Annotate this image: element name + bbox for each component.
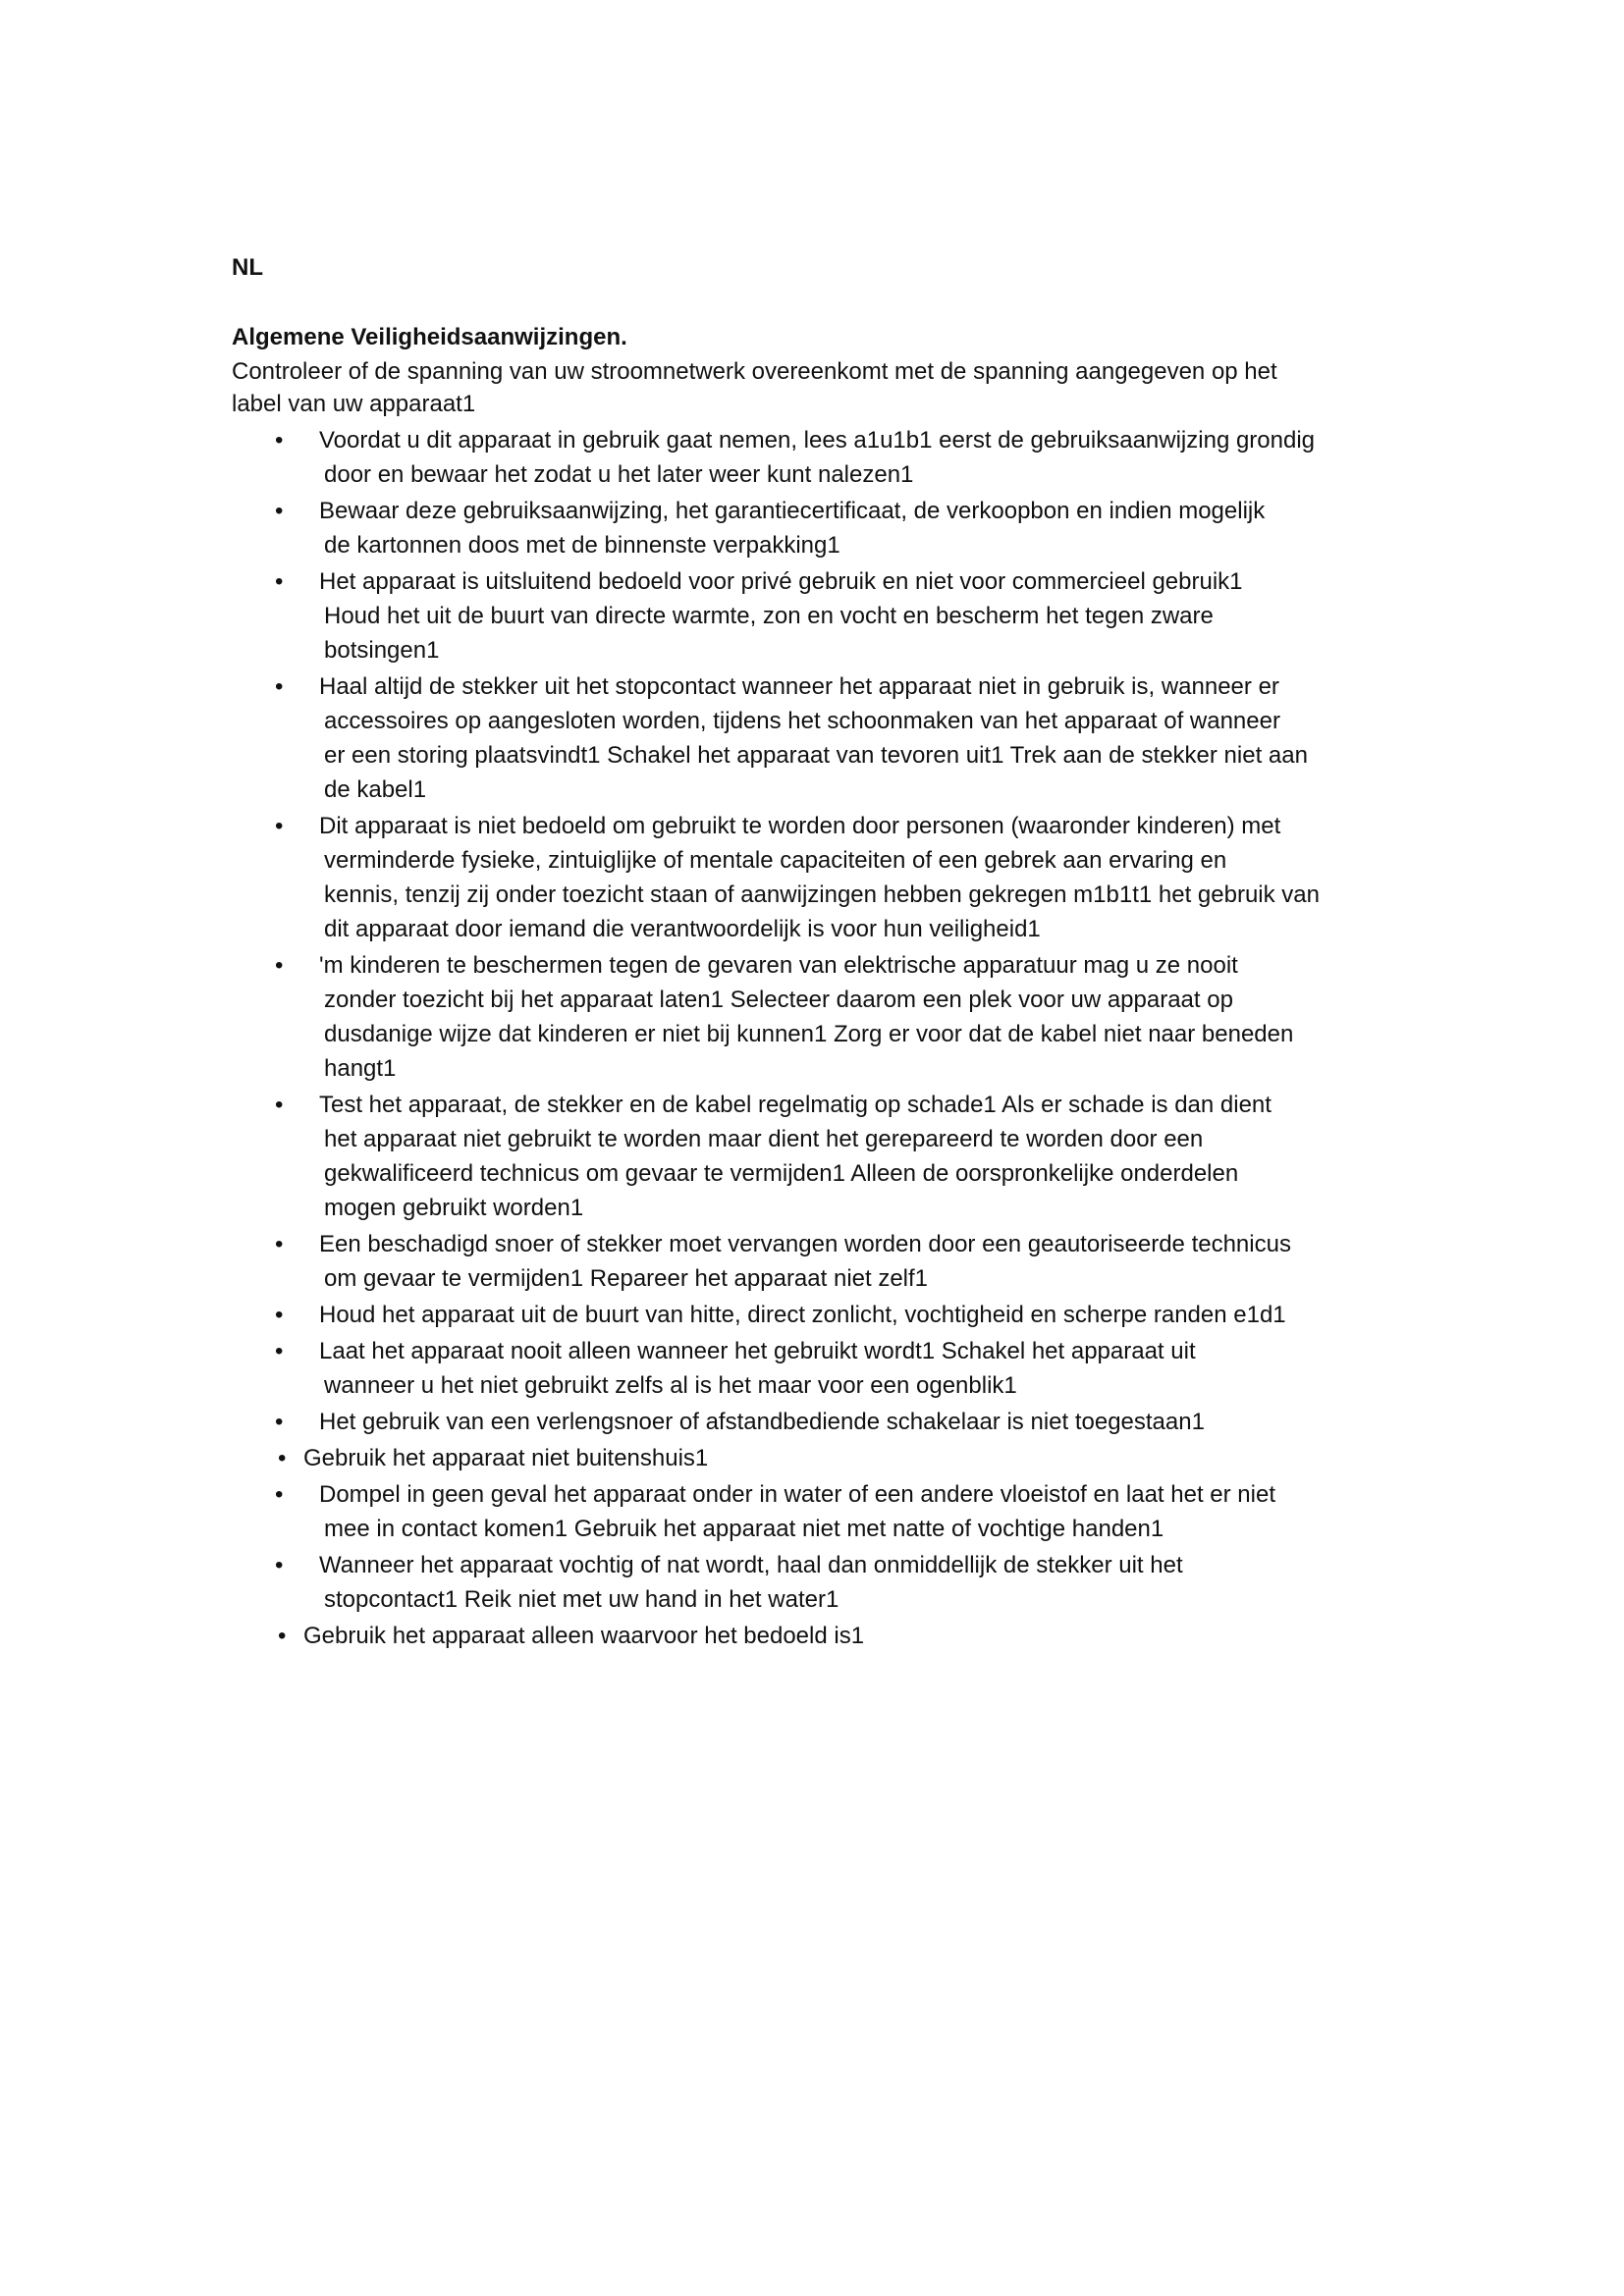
list-item [0,809,1624,946]
bullet-point: • [275,1302,284,1328]
bullet-point: • [278,1623,287,1649]
intro-line: Controleer of de spanning van uw stroomnetwerk overeenkomt met de spanning aangegeven op het [232,358,1277,385]
list-item-line: Dompel in geen geval het apparaat onder in water of een andere vloeistof en laat het er niet [319,1481,1275,1508]
bullet-point: • [275,1092,284,1118]
list-item-line: stopcontact1 Reik niet met uw hand in het water1 [324,1586,839,1613]
bullet-point: • [275,673,284,700]
list-item-line: Een beschadigd snoer of stekker moet vervangen worden door een geautoriseerde technicus [319,1231,1291,1257]
list-item-line: mee in contact komen1 Gebruik het apparaat niet met natte of vochtige handen1 [324,1516,1164,1542]
intro-line: label van uw apparaat1 [232,391,476,417]
list-item-line: dusdanige wijze dat kinderen er niet bij kunnen1 Zorg er voor dat de kabel niet naar beneden [324,1021,1294,1047]
list-item-line: er een storing plaatsvindt1 Schakel het apparaat van tevoren uit1 Trek aan de stekker niet aan [324,742,1308,769]
list-item-line: om gevaar te vermijden1 Repareer het apparaat niet zelf1 [324,1265,929,1292]
bullet-point: • [275,813,284,839]
list-item [0,423,1624,492]
list-item-line: dit apparaat door iemand die verantwoordelijk is voor hun veiligheid1 [324,916,1041,942]
safety-instructions-list [0,423,1624,1655]
list-item [0,1088,1624,1225]
list-item-line: mogen gebruikt worden1 [324,1195,584,1221]
list-item-line: Bewaar deze gebruiksaanwijzing, het garantiecertificaat, de verkoopbon en indien mogelijk [319,498,1266,524]
list-item [0,1298,1624,1332]
list-item [0,1227,1624,1296]
list-item-line: de kabel1 [324,776,427,803]
list-item [0,1619,1624,1653]
bullet-point: • [275,498,284,524]
list-item-line: Het gebruik van een verlengsnoer of afstandbediende schakelaar is niet toegestaan1 [319,1409,1205,1435]
list-item-line: Test het apparaat, de stekker en de kabel regelmatig op schade1 Als er schade is dan dient [319,1092,1272,1118]
list-item [0,948,1624,1086]
bullet-point: • [275,1481,284,1508]
list-item-line: Het apparaat is uitsluitend bedoeld voor privé gebruik en niet voor commercieel gebruik1 [319,568,1243,595]
list-item-line: het apparaat niet gebruikt te worden maar dient het gerepareerd te worden door een [324,1126,1204,1152]
list-item-line: Voordat u dit apparaat in gebruik gaat nemen, lees a1u1b1 eerst de gebruiksaanwijzing grondig [319,427,1316,454]
intro-paragraph [232,355,1439,420]
list-item-line: Gebruik het apparaat alleen waarvoor het bedoeld is1 [303,1623,865,1649]
bullet-point: • [275,1338,284,1364]
list-item-line: botsingen1 [324,637,440,664]
list-item-line: Gebruik het apparaat niet buitenshuis1 [303,1445,709,1471]
bullet-point: • [275,1231,284,1257]
list-item [0,1334,1624,1403]
bullet-point: • [275,568,284,595]
list-item-line: hangt1 [324,1055,397,1082]
list-item-line: Dit apparaat is niet bedoeld om gebruikt te worden door personen (waaronder kinderen) met [319,813,1281,839]
language-code: NL [232,254,263,281]
list-item-line: gekwalificeerd technicus om gevaar te vermijden1 Alleen de oorspronkelijke onderdelen [324,1160,1239,1187]
bullet-point: • [275,952,284,979]
list-item-line: accessoires op aangesloten worden, tijdens het schoonmaken van het apparaat of wanneer [324,708,1280,734]
list-item-line: wanneer u het niet gebruikt zelfs al is het maar voor een ogenblik1 [324,1372,1017,1399]
list-item-line: Houd het uit de buurt van directe warmte, zon en vocht en bescherm het tegen zware [324,603,1214,629]
list-item-line: zonder toezicht bij het apparaat laten1 Selecteer daarom een plek voor uw apparaat op [324,987,1233,1013]
list-item [0,564,1624,667]
list-item-line: door en bewaar het zodat u het later weer kunt nalezen1 [324,461,914,488]
bullet-point: • [275,427,284,454]
list-item-line: Wanneer het apparaat vochtig of nat wordt, haal dan onmiddellijk de stekker uit het [319,1552,1183,1578]
list-item [0,1405,1624,1439]
list-item [0,1441,1624,1475]
list-item [0,1477,1624,1546]
list-item [0,1548,1624,1617]
list-item-line: Laat het apparaat nooit alleen wanneer het gebruikt wordt1 Schakel het apparaat uit [319,1338,1196,1364]
list-item-line: de kartonnen doos met de binnenste verpakking1 [324,532,840,559]
list-item [0,669,1624,807]
list-item-line: 'm kinderen te beschermen tegen de gevaren van elektrische apparatuur mag u ze nooit [319,952,1238,979]
list-item-line: Haal altijd de stekker uit het stopcontact wanneer het apparaat niet in gebruik is, wanneer er [319,673,1279,700]
bullet-point: • [278,1445,287,1471]
section-heading: Algemene Veiligheidsaanwijzingen. [232,324,627,350]
bullet-point: • [275,1409,284,1435]
list-item-line: verminderde fysieke, zintuiglijke of mentale capaciteiten of een gebrek aan ervaring en [324,847,1227,874]
list-item [0,494,1624,562]
list-item-line: Houd het apparaat uit de buurt van hitte, direct zonlicht, vochtigheid en scherpe randen e1d1 [319,1302,1286,1328]
list-item-line: kennis, tenzij zij onder toezicht staan of aanwijzingen hebben gekregen m1b1t1 het gebruik van [324,881,1320,908]
bullet-point: • [275,1552,284,1578]
